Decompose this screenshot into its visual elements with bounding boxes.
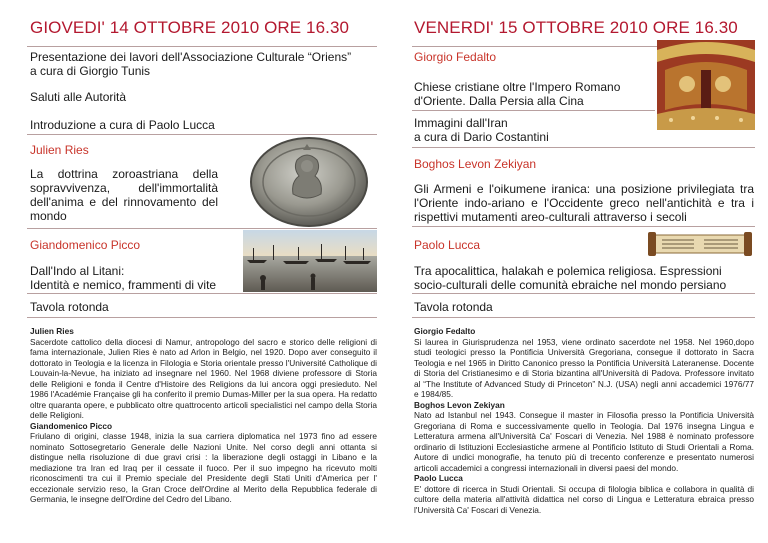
divider — [27, 46, 377, 47]
bio-text: Si laurea in Giurisprudenza nel 1953, viene ordinato sacerdote nel 1958. Nel 1960,dopo studi teologici presso la Pontificia Università Gregoriana, consegue il dottorato in Sacra Teologia e nel 1965 in Diritto Canonico presso la Pontificia Università Lateranense. Docente di Storia del Cristianesimo e di Storia bizantina all'Università di Padova. Professore invitato al “The Institute of Advanced Study di Princeton” N.J. (USA) negli anni accademici 1976/77 e 1984/85. — [414, 336, 754, 399]
divider — [412, 147, 755, 148]
bio-name: Paolo Lucca — [414, 473, 463, 483]
greetings-text: Saluti alle Autorità — [30, 90, 127, 104]
speaker-name: Giandomenico Picco — [30, 238, 141, 252]
roundtable-label: Tavola rotonda — [30, 300, 109, 314]
bio-text: E' dottore di ricerca in Studi Orientali. Si occupa di filologia biblica e collabora in qualità di cultore della materia all'attività didattica nel corso di Lingua e Letteratura ebraica presso l'Università Ca' Foscari di Venezia. — [414, 483, 754, 515]
scroll-image — [646, 230, 754, 258]
speaker-name: Julien Ries — [30, 143, 89, 157]
presentation-text: Presentazione dei lavori dell'Associazione Culturale “Oriens” a cura di Giorgio Tunis — [30, 50, 352, 78]
talk-title: La dottrina zoroastriana della sopravvivenza, dell'immortalità dell'anima e del rinnovamento del mondo — [30, 167, 218, 223]
divider — [412, 226, 755, 227]
bio-name: Giandomenico Picco — [30, 420, 113, 431]
speaker-name: Boghos Levon Zekiyan — [414, 157, 537, 171]
talk-title-line1: Dall'Indo al Litani: — [30, 264, 125, 278]
talk-title-line2: Identità e nemico, frammenti di vite — [30, 278, 217, 292]
sassanid-coin-image — [243, 136, 375, 228]
roundtable-label: Tavola rotonda — [414, 300, 493, 314]
images-label: Immagini dall'Iran — [414, 116, 508, 130]
river-photo — [243, 230, 377, 292]
images-curator: a cura di Dario Costantini — [414, 130, 549, 144]
divider — [27, 317, 377, 318]
bio-block-right — [414, 326, 754, 515]
speaker-name: Paolo Lucca — [414, 238, 481, 252]
bio-text: Nato ad Istanbul nel 1943. Consegue il master in Filosofia presso la Pontificia Università Gregoriana di Roma e successivamente quello in Teologia. Dal 1976 insegna Lingua e Letteratura armena all'Università Ca' Foscari di Venezia. Nel 1988 è nominato professore ordinario di Istituzioni Ecclesiastiche armene al Pontificio Istituto di Studi Orientali a Roma. Autore di undici monografie, ha tenuto più di trecento conferenze e presentato numerosi articoli accademici a congressi internazionali in diversi paesi del mondo. — [414, 410, 754, 473]
divider — [27, 293, 377, 294]
day-title-friday: VENERDI' 15 OTTOBRE 2010 ORE 16.30 — [414, 18, 738, 37]
talk-title: Chiese cristiane oltre l'Impero Romano d'Oriente. Dalla Persia alla Cina — [414, 80, 621, 108]
talk-title: Tra apocalittica, halakah e polemica religiosa. Espressioni socio-culturali delle comunità ebraiche nel mondo persiano — [414, 264, 727, 292]
bio-name: Giorgio Fedalto — [414, 326, 476, 336]
intro-text: Introduzione a cura di Paolo Lucca — [30, 118, 215, 132]
day-title-thursday: GIOVEDI' 14 OTTOBRE 2010 ORE 16.30 — [30, 18, 350, 37]
talk-title: Gli Armeni e l'oikumene iranica: una posizione privilegiata tra l'Oriente indo-ariano e l'Occidente greco nell'antichità e tra i rispettivi mutamenti areo-culturali attraverso i secoli — [414, 182, 754, 224]
divider — [27, 228, 377, 229]
divider — [412, 293, 755, 294]
fresco-image — [657, 40, 755, 130]
divider — [27, 134, 377, 135]
bio-name: Boghos Levon Zekiyan — [414, 399, 505, 410]
speaker-name: Giorgio Fedalto — [414, 50, 497, 64]
bio-text: Sacerdote cattolico della diocesi di Namur, antropologo del sacro e storico delle religioni di fama internazionale, Julien Ries è nato ad Arlon in Belgio, nel 1920. Dopo aver conseguito il dottorato in Teologia e la licenza in Filologia e Storia orientale presso l'Université Catholique di Louvain-la-Nevue, ha iniziato ad insegnare nel 1960. Nel 1968 diviene professore di Storia delle Religioni e fonda il Centre d'Histoire des Religions da lui ancora oggi presieduto. Nel 1986 l'Académie Française gli ha conferito il premio Dumas-Miller per la sua opera. Ha redatto oltre quaranta opere, e pubblicato oltre quattrocento articoli specialistici nel campo della Storia delle Religioni. — [30, 336, 377, 420]
bio-text: Friulano di origini, classe 1948, inizia la sua carriera diplomatica nel 1973 fino ad essere nominato Sottosegretario Generale delle Nazioni Unite. Nel corso degli anni ottanta si distingue nella risoluzione di due gravi crisi : la liberazione degli ostaggi in Libano e la mediazione tra Iran ed Iraq per il cessate il fuoco. Per il suo impegno ha ricevuto molti riconoscimenti tra cui il Premio speciale del Presidente degli Stati Uniti d'America per l' eccezionale servizio reso, la Gran Croce dell'Ordine al Merito della Repubblica federale di Germania, le insegne dell'Ordine del Cedro del Libano. — [30, 431, 377, 504]
bio-block-left — [30, 326, 377, 505]
bio-name: Julien Ries — [30, 326, 74, 336]
divider — [412, 110, 655, 111]
divider — [412, 317, 755, 318]
